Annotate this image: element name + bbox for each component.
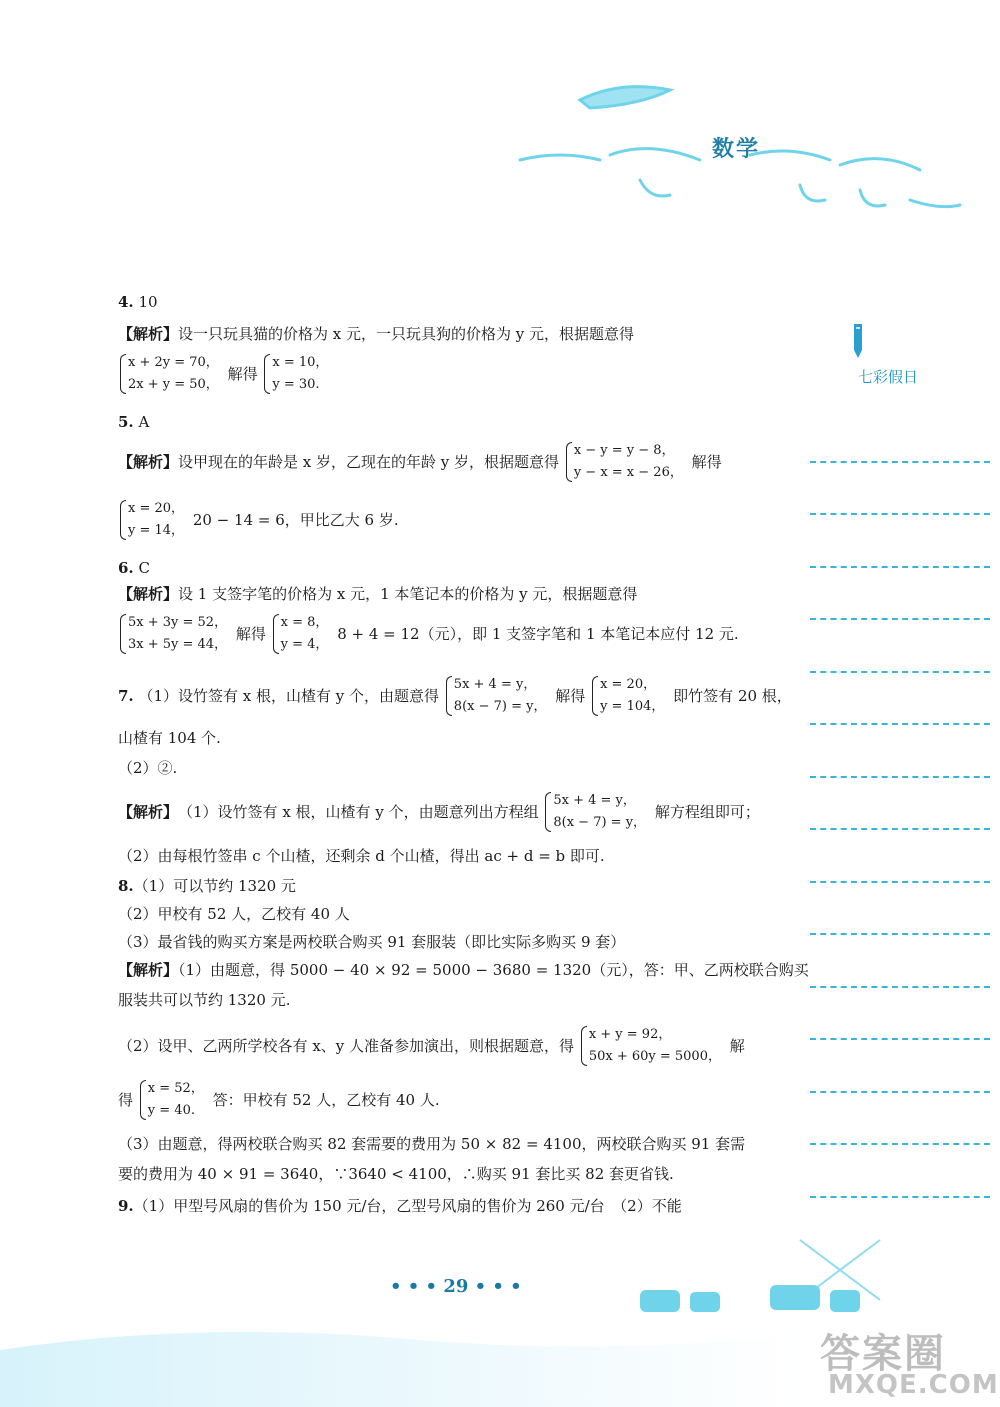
q4-answer: 10 — [138, 293, 158, 311]
q7-equation-system: 5x + 4 = y， 8(x − 7) = y， — [444, 674, 547, 718]
subject-title: 数学 — [712, 137, 761, 162]
q6-analysis-text: 设 1 支签字笔的价格为 x 元，1 本笔记本的价格为 y 元，根据题意得 — [178, 585, 638, 603]
q7-line-5: （2）由每根竹签串 c 个山楂，还剩余 d 个山楂，得出 ac + d = b 即可. — [118, 847, 605, 865]
q7-number: 7. — [118, 687, 134, 705]
q8-equation-system: x + y = 92， 50x + 60y = 5000， — [579, 1024, 721, 1068]
q4-equation-system: x + 2y = 70， 2x + y = 50， — [118, 352, 219, 396]
q5-analysis-text: 设甲现在的年龄是 x 岁，乙现在的年龄 y 岁，根据题意得 — [178, 453, 560, 471]
q8-line-9: 要的费用为 40 × 91 = 3640，∵3640 < 4100，∴购买 91 套比买 82 套更省钱. — [118, 1165, 674, 1183]
brand-label: 七彩假日 — [858, 368, 919, 386]
q6-equation-system: 5x + 3y = 52， 3x + 5y = 44， — [118, 612, 227, 656]
q8-analysis-tag: 【解析】 — [118, 961, 179, 979]
q5-number: 5. — [118, 413, 134, 431]
q7-analysis-tag: 【解析】 — [118, 803, 179, 821]
q8-line-7: 得 x = 52， y = 40. 答：甲校有 52 人，乙校有 40 人. — [118, 1078, 440, 1122]
watermark-main: 答案圈 — [820, 1331, 946, 1377]
q7-line-3: （2）②. — [118, 759, 178, 777]
q4-analysis-line — [118, 324, 634, 344]
q5-analysis-line: 【解析】设甲现在的年龄是 x 岁，乙现在的年龄 y 岁，根据题意得 x − y = y − 8， y − x = x − 26， 解得 — [118, 440, 722, 484]
q8-analysis-line: 【解析】（1）由题意，得 5000 − 40 × 92 = 5000 − 3680 = 1320（元），答：甲、乙两校联合购买 — [118, 961, 809, 979]
q8-line-3: （3）最省钱的购买方案是两校联合购买 91 套服装（即比实际多购买 9 套） — [118, 933, 626, 951]
q6-analysis-tag: 【解析】 — [118, 585, 179, 603]
q8-number: 8. — [118, 877, 134, 895]
q4-solution-system: x = 10， y = 30. — [262, 352, 328, 396]
q7-line-1: 7. （1）设竹签有 x 根，山楂有 y 个，由题意得 5x + 4 = y， 8(x − 7) = y， 解得 x = 20， y = 104， 即竹签有 20 根， — [118, 674, 792, 718]
q6-system-line: 5x + 3y = 52， 3x + 5y = 44， 解得 x = 8， y = 4， 8 + 4 = 12（元），即 1 支签字笔和 1 本笔记本应付 12 元. — [118, 612, 739, 656]
q8-solution-system: x = 52， y = 40. — [138, 1078, 204, 1122]
q8-line-8: （3）由题意，得两校联合购买 82 套需要的费用为 50 × 82 = 4100，两校联合购买 91 套需 — [118, 1135, 746, 1153]
q4-system-line: x + 2y = 70， 2x + y = 50， 解得 x = 10， y = 30. — [118, 352, 332, 396]
q4-answer-line — [118, 292, 158, 312]
note-lines — [810, 410, 990, 1198]
q5-solution-line: x = 20， y = 14， 20 − 14 = 6，甲比乙大 6 岁. — [118, 498, 399, 542]
q5-answer-line — [118, 412, 149, 432]
page-number: • • • 29 • • • — [390, 1276, 522, 1297]
q6-answer-line — [118, 558, 150, 578]
q7-analysis-system: 5x + 4 = y， 8(x − 7) = y， — [543, 790, 646, 834]
q4-analysis-tag: 【解析】 — [118, 325, 179, 343]
q8-line-1: 8.（1）可以节约 1320 元 — [118, 877, 296, 895]
q8-line-6: （2）设甲、乙两所学校各有 x、y 人准备参加演出，则根据题意，得 x + y = 92， 50x + 60y = 5000， 解 — [118, 1024, 745, 1068]
q6-analysis-line — [118, 584, 637, 604]
q5-analysis-tag: 【解析】 — [118, 453, 179, 471]
q4-number: 4. — [118, 293, 134, 311]
q9-line-1: 9.（1）甲型号风扇的售价为 150 元/台，乙型号风扇的售价为 260 元/台 （2）不能 — [118, 1197, 682, 1215]
q7-analysis-line: 【解析】（1）设竹签有 x 根，山楂有 y 个，由题意列出方程组 5x + 4 = y， 8(x − 7) = y， 解方程组即可； — [118, 790, 760, 834]
q9-number: 9. — [118, 1197, 134, 1215]
q6-number: 6. — [118, 559, 134, 577]
watermark-sub: MXQE.COM — [828, 1370, 999, 1400]
pen-icon — [848, 322, 872, 362]
q6-solution-system: x = 8， y = 4， — [271, 612, 329, 656]
q8-line-5: 服装共可以节约 1320 元. — [118, 991, 291, 1009]
q6-answer: C — [138, 559, 150, 577]
q7-line-2: 山楂有 104 个. — [118, 729, 221, 747]
q5-solution-system: x = 20， y = 14， — [118, 498, 184, 542]
q8-line-2: （2）甲校有 52 人，乙校有 40 人 — [118, 905, 350, 923]
q7-solution-system: x = 20， y = 104， — [590, 674, 664, 718]
q5-equation-system: x − y = y − 8， y − x = x − 26， — [564, 440, 683, 484]
q4-analysis-text: 设一只玩具猫的价格为 x 元，一只玩具狗的价格为 y 元，根据题意得 — [178, 325, 635, 343]
q5-answer: A — [138, 413, 150, 431]
